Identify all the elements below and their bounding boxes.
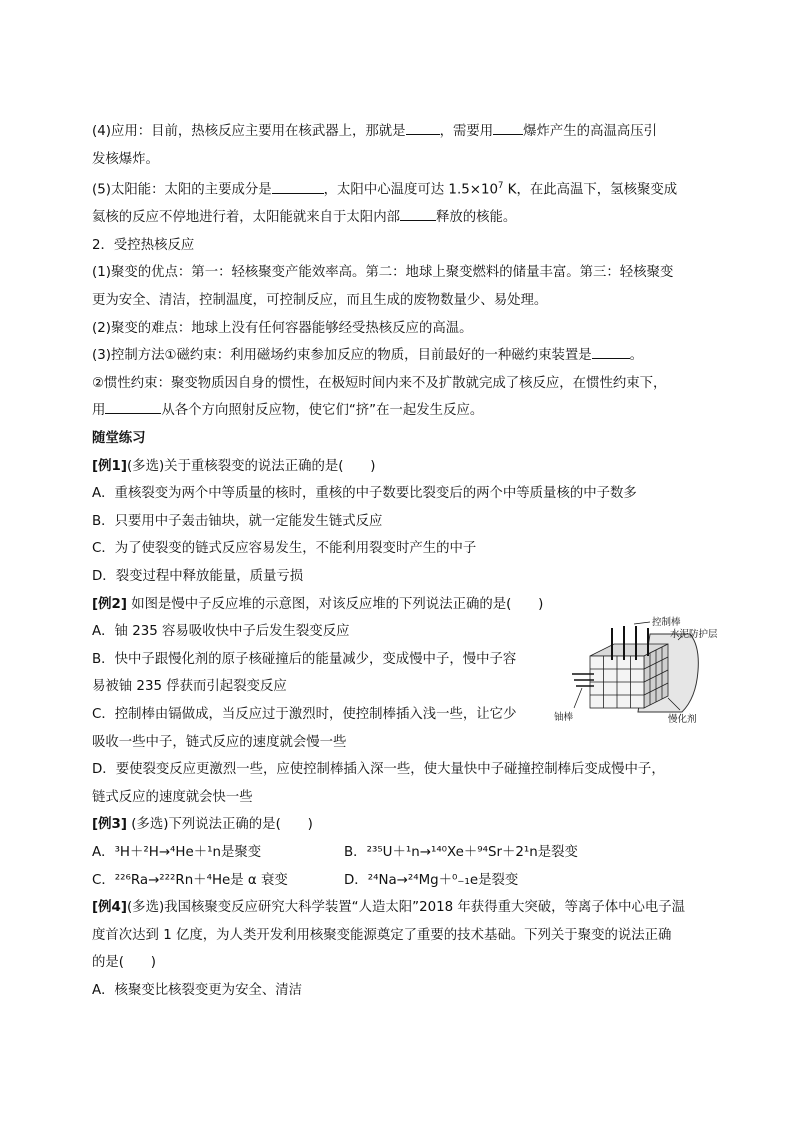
example-3-option-d[interactable]: D．²⁴Na→²⁴Mg＋⁰₋₁e是裂变 xyxy=(344,872,519,888)
example-1-option-d[interactable]: D．裂变过程中释放能量，质量亏损 xyxy=(92,568,304,584)
answer-blank[interactable] xyxy=(272,180,324,194)
example-3-stem: [例3] (多选)下列说法正确的是( ) xyxy=(92,817,313,833)
advantages-line-2: 更为安全、清洁，控制温度，可控制反应，而且生成的废物数量少、易处理。 xyxy=(92,293,548,309)
example-3-option-b[interactable]: B．²³⁵U＋¹n→¹⁴⁰Xe＋⁹⁴Sr＋2¹n是裂变 xyxy=(344,844,578,860)
inertial-line-1: ②惯性约束：聚变物质因自身的惯性，在极短时间内来不及扩散就完成了核反应，在惯性约束下， xyxy=(92,375,667,391)
example-1-stem: [例1](多选)关于重核裂变的说法正确的是( ) xyxy=(92,458,376,474)
answer-blank[interactable] xyxy=(406,121,440,135)
worksheet-page xyxy=(92,118,718,1004)
magnetic-line: (3)控制方法①磁约束：利用磁场约束参加反应的物质，目前最好的一种磁约束装置是 。 xyxy=(92,342,712,370)
example-2-stem: [例2] 如图是慢中子反应堆的示意图，对该反应堆的下列说法正确的是( ) xyxy=(92,596,544,612)
example-3-option-c[interactable]: C．²²⁶Ra→²²²Rn＋⁴He是 α 衰变 xyxy=(92,872,288,888)
example-1-option-c[interactable]: C．为了使裂变的链式反应容易发生，不能利用裂变时产生的中子 xyxy=(92,541,477,557)
section-title: 2．受控热核反应 xyxy=(92,237,195,253)
advantages-line-1: (1)聚变的优点：第一：轻核聚变产能效率高。第二：地球上聚变燃料的储量丰富。第三：轻核聚变 xyxy=(92,265,674,281)
example-2-option-d-line-1[interactable]: D．要使裂变反应更激烈一些，应使控制棒插入深一些，使大量快中子碰撞控制棒后变成慢中子， xyxy=(92,762,665,778)
practice-heading: 随堂练习 xyxy=(92,431,146,446)
example-3-option-a[interactable]: A．³H＋²H→⁴He＋¹n是聚变 xyxy=(92,844,262,860)
item-4-line-2: 发核爆炸。 xyxy=(92,151,159,167)
answer-blank[interactable] xyxy=(105,400,161,414)
answer-blank[interactable] xyxy=(400,207,436,221)
example-3-options-cd xyxy=(92,867,712,895)
reactor-diagram xyxy=(550,616,720,728)
label-moderator: 慢化剂 xyxy=(668,714,697,725)
example-4-stem-line-2: 度首次达到 1 亿度，为人类开发利用核聚变能源奠定了重要的技术基础。下列关于聚变的说法正确 xyxy=(92,927,672,943)
reactor-core-grid xyxy=(590,644,668,708)
example-2-option-c-line-1[interactable]: C．控制棒由镉做成，当反应过于激烈时，使控制棒插入浅一些，让它少 xyxy=(92,706,517,722)
inertial-line-2: 用 从各个方向照射反应物，使它们“挤”在一起发生反应。 xyxy=(92,397,712,425)
example-4-stem-line-1: [例4](多选)我国核聚变反应研究大科学装置“人造太阳”2018 年获得重大突破，等离子体中心电子温 xyxy=(92,900,686,916)
item-4-line-1: (4)应用：目前，热核反应主要用在核武器上，那就是 ，需要用 爆炸产生的高温高压引 xyxy=(92,118,712,146)
answer-blank[interactable] xyxy=(493,121,523,135)
label-uranium-rod: 铀棒 xyxy=(554,712,574,723)
example-3-options-ab xyxy=(92,839,712,867)
answer-blank[interactable] xyxy=(592,345,630,359)
label-concrete-shield: 水泥防护层 xyxy=(670,629,718,640)
example-2-option-a[interactable]: A．铀 235 容易吸收快中子后发生裂变反应 xyxy=(92,624,350,640)
difficulty-line: (2)聚变的难点：地球上没有任何容器能够经受热核反应的高温。 xyxy=(92,320,473,336)
example-2-option-c-line-2[interactable]: 吸收一些中子，链式反应的速度就会慢一些 xyxy=(92,734,347,750)
label-control-rod: 控制棒 xyxy=(652,617,681,628)
example-2-option-b-line-1[interactable]: B．快中子跟慢化剂的原子核碰撞后的能量减少，变成慢中子，慢中子容 xyxy=(92,651,517,667)
reactor-diagram-svg xyxy=(550,616,720,728)
item-5-line-1: (5)太阳能：太阳的主要成分是 ，太阳中心温度可达 $1.5\times 10^7$ K，在此高温下，氢核聚变成 xyxy=(92,181,678,198)
example-2-option-d-line-2[interactable]: 链式反应的速度就会快一些 xyxy=(92,789,253,805)
example-2-option-b-line-2[interactable]: 易被铀 235 俘获而引起裂变反应 xyxy=(92,679,287,695)
item-5-line-2: 氦核的反应不停地进行着，太阳能就来自于太阳内部 释放的核能。 xyxy=(92,204,712,232)
example-1-option-b[interactable]: B．只要用中子轰击铀块，就一定能发生链式反应 xyxy=(92,513,383,529)
example-4-option-a[interactable]: A．核聚变比核裂变更为安全、清洁 xyxy=(92,982,303,998)
example-1-option-a[interactable]: A．重核裂变为两个中等质量的核时，重核的中子数要比裂变后的两个中等质量核的中子数多 xyxy=(92,486,637,502)
example-4-stem-line-3: 的是( ) xyxy=(92,955,157,971)
